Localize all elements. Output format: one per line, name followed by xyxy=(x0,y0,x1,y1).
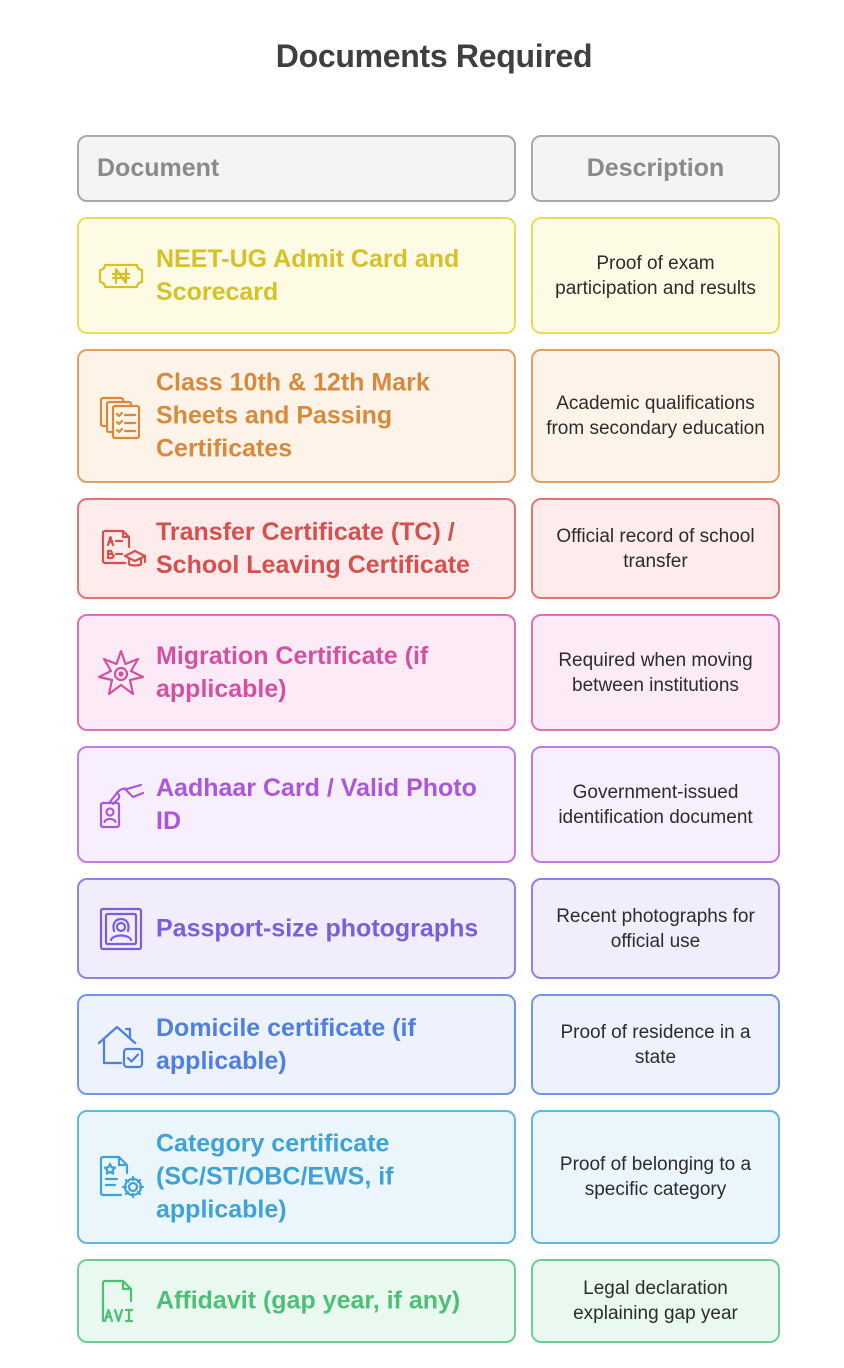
document-label: Transfer Certificate (TC) / School Leaving Certificate xyxy=(156,517,470,579)
document-cell xyxy=(77,1259,516,1343)
description-cell xyxy=(531,1110,780,1244)
document-cell xyxy=(77,349,516,483)
description-text: Legal declaration explaining gap year xyxy=(573,1278,738,1324)
description-cell xyxy=(531,878,780,979)
description-text: Government-issued identification document xyxy=(558,781,753,828)
document-label: Class 10th & 12th Mark Sheets and Passing Certificates xyxy=(156,368,430,463)
document-cell xyxy=(77,498,516,599)
document-cell xyxy=(77,746,516,863)
document-cell xyxy=(77,1110,516,1244)
document-gear-icon xyxy=(95,1151,147,1203)
header-document xyxy=(77,135,516,202)
graded-paper-graduation-icon xyxy=(95,523,147,575)
document-label: Affidavit (gap year, if any) xyxy=(156,1286,461,1315)
documents-checklist-icon xyxy=(95,390,147,442)
compass-star-icon xyxy=(95,647,147,699)
avi-file-icon xyxy=(95,1275,147,1327)
description-text: Academic qualifications from secondary education xyxy=(546,393,765,439)
header-description xyxy=(531,135,780,202)
description-cell xyxy=(531,217,780,334)
document-cell xyxy=(77,878,516,979)
description-cell xyxy=(531,746,780,863)
description-cell xyxy=(531,994,780,1095)
document-cell xyxy=(77,614,516,731)
description-cell xyxy=(531,1259,780,1343)
document-label: Aadhaar Card / Valid Photo ID xyxy=(156,773,477,835)
description-text: Recent photographs for official use xyxy=(556,905,755,952)
document-label: Migration Certificate (if applicable) xyxy=(156,641,429,703)
description-text: Proof of exam participation and results xyxy=(555,252,756,299)
description-text: Proof of residence in a state xyxy=(560,1021,751,1068)
description-cell xyxy=(531,349,780,483)
page-title: Documents Required xyxy=(275,38,593,74)
header-description-label: Description xyxy=(586,154,725,182)
description-text: Proof of belonging to a specific category xyxy=(559,1154,752,1200)
house-check-icon xyxy=(95,1019,147,1071)
description-cell xyxy=(531,498,780,599)
description-text: Required when moving between institutions xyxy=(558,649,753,696)
header-document-label: Document xyxy=(97,154,220,182)
document-cell xyxy=(77,217,516,334)
document-label: NEET-UG Admit Card and Scorecard xyxy=(156,244,460,306)
description-cell xyxy=(531,614,780,731)
document-label: Passport-size photographs xyxy=(156,914,479,942)
portrait-frame-icon xyxy=(95,903,147,955)
description-text: Official record of school transfer xyxy=(556,525,755,572)
document-cell xyxy=(77,994,516,1095)
document-label: Domicile certificate (if applicable) xyxy=(156,1013,416,1075)
naira-banknote-icon xyxy=(95,250,147,302)
document-label: Category certificate (SC/ST/OBC/EWS, if applicable) xyxy=(156,1129,394,1224)
id-card-hand-icon xyxy=(95,779,147,831)
